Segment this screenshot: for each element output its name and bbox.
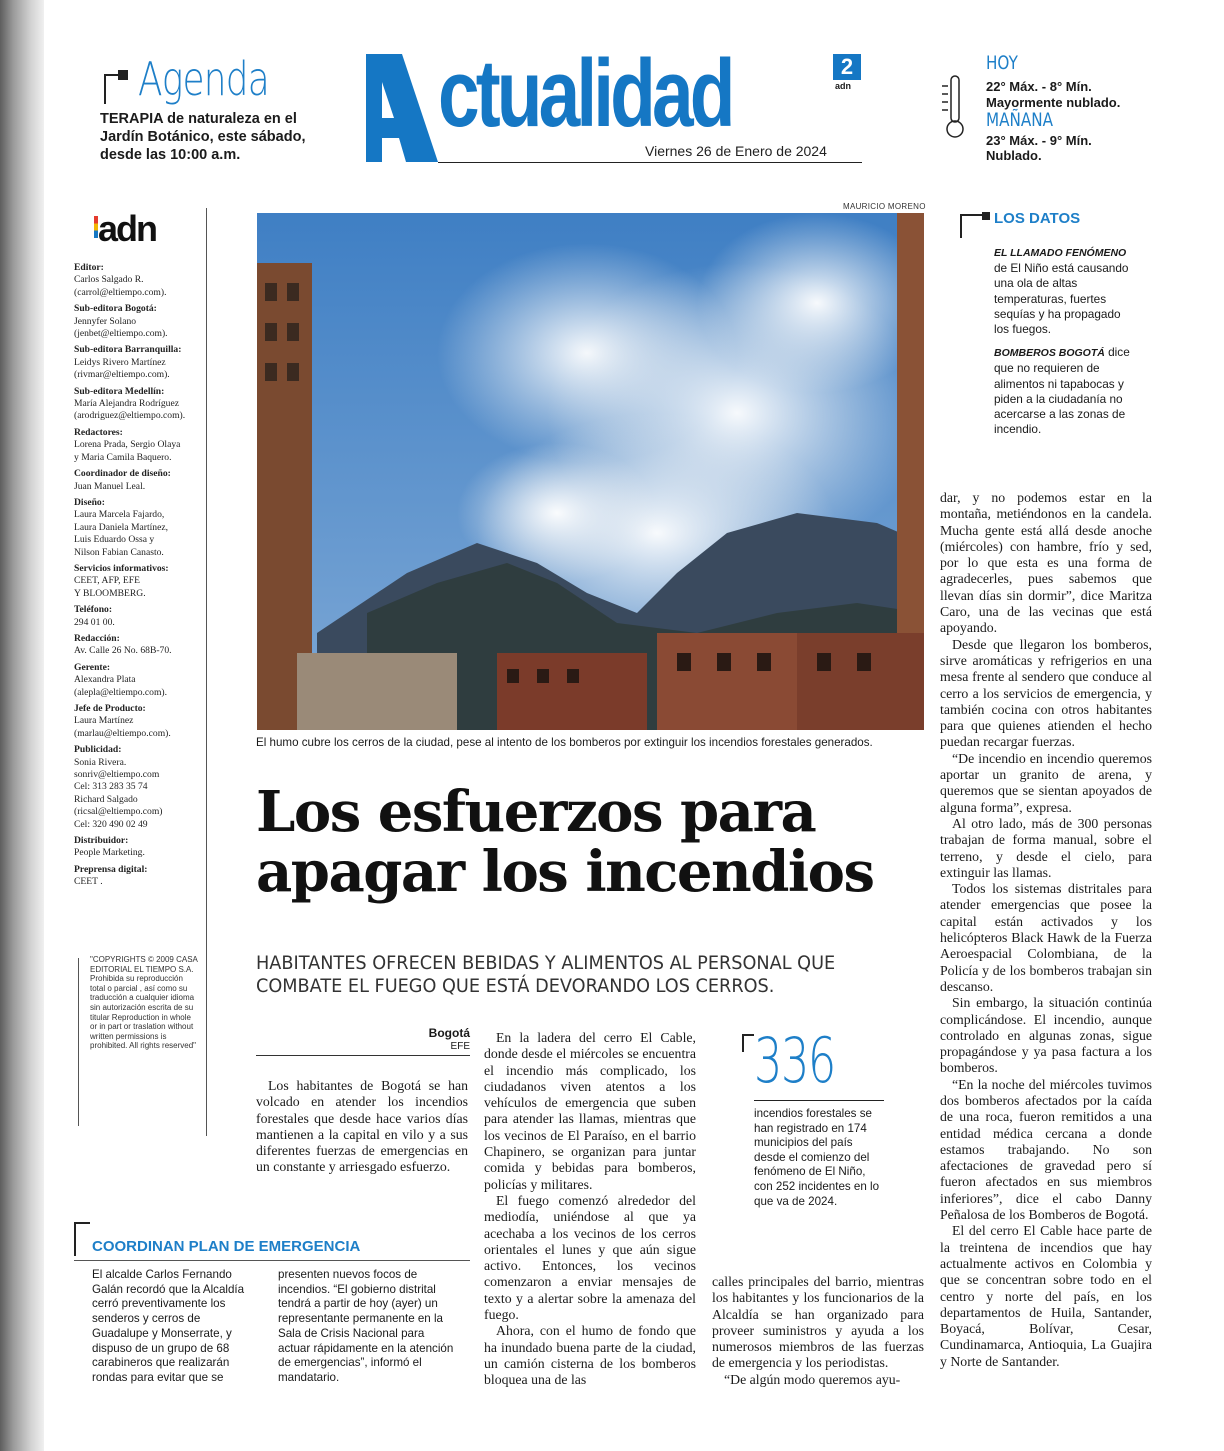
credit-label: Preprensa digital: xyxy=(74,863,148,875)
article-column-3 xyxy=(712,1274,924,1388)
credit-group xyxy=(74,427,206,464)
credit-line: Av. Calle 26 No. 68B-70. xyxy=(74,645,172,657)
credit-group xyxy=(74,864,206,889)
adn-logo: adn xyxy=(98,208,157,249)
credit-line: (ricsal@eltiempo.com) xyxy=(74,806,163,818)
credit-line: Cel: 313 283 35 74 xyxy=(74,781,148,793)
credit-line: Lorena Prada, Sergio Olaya xyxy=(74,439,181,451)
credit-line: (jenbet@eltiempo.com). xyxy=(74,328,168,340)
credit-line: CEET . xyxy=(74,876,103,888)
credit-line: Leidys Rivero Martínez xyxy=(74,356,166,368)
plan-column-2: presenten nuevos focos de incendios. “El gobierno distrital tendrá a partir de hoy (ayer) un representante permanente en la Sala de Crisis Nacional para actuar rápidamente en la atención de emergencias”, informó el mandatario. xyxy=(278,1268,454,1384)
credit-group xyxy=(74,344,206,381)
credit-line: Laura Daniela Martínez, xyxy=(74,521,169,533)
credit-line: Luis Eduardo Ossa y xyxy=(74,534,155,546)
staff-credits xyxy=(74,262,206,893)
credit-group xyxy=(74,386,206,423)
issue-date: Viernes 26 de Enero de 2024 xyxy=(645,143,827,159)
plan-bracket xyxy=(74,1222,90,1256)
byline-city: Bogotá xyxy=(428,1026,470,1040)
credit-line: Y BLOOMBERG. xyxy=(74,587,146,599)
credit-label: Gerente: xyxy=(74,661,111,673)
page-number-brand: adn xyxy=(835,81,852,91)
copyright-notice: "COPYRIGHTS © 2009 CASA EDITORIAL EL TIEMPO S.A. Prohibida su reproducción total o parcial , así como su traducción a cualquier idioma sin autorización escrita de su titular Reproduction in whole or in part or traslation without written permissions is prohibited. All rights reserved" xyxy=(90,955,198,1051)
article-column-2 xyxy=(484,1030,696,1389)
credit-line: Richard Salgado xyxy=(74,793,138,805)
article-paragraph: “En la noche del miércoles tuvimos dos bomberos afectados por la caída de una roca, fueron remitidos a una entidad médica cercana a donde estamos trabajando. No son afectaciones de gravedad pero sí fueron afectados en sus miembros inferiores”, dice el cabo Danny Peñalosa de los Bomberos de Bogotá. xyxy=(940,1076,1152,1223)
credit-label: Editor: xyxy=(74,262,104,273)
credit-group xyxy=(74,662,206,699)
credit-line: Laura Martínez xyxy=(74,715,134,727)
credit-line: Carlos Salgado R. xyxy=(74,274,144,286)
datos-title: LOS DATOS xyxy=(994,210,1081,227)
plan-title: COORDINAN PLAN DE EMERGENCIA xyxy=(92,1238,361,1255)
credit-label: Redactores: xyxy=(74,426,123,438)
credit-group xyxy=(74,468,206,493)
article-paragraph: dar, y no podemos estar en la montaña, metiéndonos en la candela. Mucha gente está allá desde anoche (miércoles) con hambre, frío y sed, por lo que esta es una forma de agradecerles, pues sabemos que llevan días sin dormir”, dice Maritza Caro, una de las vecinas que está apoyando. xyxy=(940,490,1152,636)
credit-line: (rivmar@eltiempo.com). xyxy=(74,369,170,381)
credit-line: Juan Manuel Leal. xyxy=(74,480,146,492)
credit-group xyxy=(74,604,206,629)
article-paragraph: Desde que llegaron los bomberos, sirve aromáticas y refrigerios en una mesa frente al sendero que conduce al cerro a los servicios de emergencia, y también cocina con otros habitantes para que quienes atienden el hecho puedan recargar fuerzas. xyxy=(940,636,1152,750)
credit-group xyxy=(74,497,206,559)
masthead-title: ctualidad xyxy=(438,40,732,147)
plan-column-1: El alcalde Carlos Fernando Galán recordó que la Alcaldía cerró preventivamente los senderos y cerros de Guadalupe y Monserrate, y dispuso de un grupo de 68 carabineros que realizarán rondas para evitar que se xyxy=(92,1268,245,1384)
weather-today-label: HOY xyxy=(986,52,1018,74)
credit-label: Servicios informativos: xyxy=(74,562,169,574)
page-number-badge: 2 xyxy=(833,54,861,80)
masthead-a-logo xyxy=(366,54,438,162)
datos-item-1 xyxy=(994,245,1134,337)
agenda-title: Agenda xyxy=(138,52,269,106)
article-paragraph: En la ladera del cerro El Cable, donde desde el miércoles se encuentra el incendio más complicado, los ciudadanos viven atentos a los vehículos de emergencia que suben para atender las llamas, mientras que los vecinos de El Paraíso, en el barrio Chapinero, se organizan para juntar comida y bebidas para bomberos, policías y militares. xyxy=(484,1030,696,1192)
datos-item-2-text: dice que no requieren de alimentos ni tapabocas y piden a la ciudadanía no acercarse a las zonas de incendio. xyxy=(994,345,1130,437)
article-paragraph: Sin embargo, la situación continúa complicándose. El incendio, aunque controlado en algunas zonas, sigue propagándose y ya pasa factura a los bomberos. xyxy=(940,995,1152,1076)
copyright-rule xyxy=(78,958,79,1126)
credit-line: (marlau@eltiempo.com). xyxy=(74,727,171,739)
credit-label: Sub-editora Bogotá: xyxy=(74,303,157,315)
thermometer-icon xyxy=(940,74,966,140)
weather-tomorrow-desc: Nublado. xyxy=(986,148,1042,163)
credit-line: 294 01 00. xyxy=(74,616,115,628)
credit-label: Publicidad: xyxy=(74,744,122,756)
plan-rule xyxy=(74,1260,470,1261)
credit-group xyxy=(74,703,206,740)
byline-rule xyxy=(256,1055,470,1056)
credit-label: Redacción: xyxy=(74,632,120,644)
credit-line: (alepla@eltiempo.com). xyxy=(74,686,168,698)
article-paragraph: Los habitantes de Bogotá se han volcado en atender los incendios forestales que desde hace varios días mantienen a la capital en vilo y a sus diferentes fuerzas de emergencias en un constante y arriesgado esfuerzo. xyxy=(256,1078,468,1175)
weather-tomorrow-label: MAÑANA xyxy=(986,109,1054,131)
article-paragraph: Al otro lado, más de 300 personas trabajan de forma manual, sobre el terreno, y desde el cielo, para extinguir las llamas. xyxy=(940,815,1152,880)
credit-line: People Marketing. xyxy=(74,847,145,859)
datos-item-1-lead: EL LLAMADO FENÓMENO xyxy=(994,247,1127,259)
photo-caption: El humo cubre los cerros de la ciudad, pese al intento de los bomberos por extinguir los incendios forestales generados. xyxy=(256,736,873,749)
credit-group xyxy=(74,303,206,340)
datos-item-1-text: de El Niño está causando una ola de altas temperaturas, fuertes sequías y ha propagado los fuegos. xyxy=(994,261,1129,337)
page-spine-shadow xyxy=(0,0,44,1451)
article-paragraph: Todos los sistemas distritales para atender emergencias que posee la capital están activados y los helicópteros Black Hawk de la Fuerza Aeroespacial Colombiana, de la Policía y de los bomberos trabajan sin descanso. xyxy=(940,881,1152,994)
datos-item-2-lead: BOMBEROS BOGOTÁ xyxy=(994,347,1105,360)
credit-label: Teléfono: xyxy=(74,604,113,616)
credit-line: Sonia Rivera. xyxy=(74,756,127,768)
stat-bracket xyxy=(742,1034,754,1052)
credit-line: CEET, AFP, EFE xyxy=(74,575,140,587)
article-paragraph: El fuego comenzó alrededor del mediodía, uniéndose al que ya acechaba a los vecinos de los cerros orientales el lunes y que aún sigue activo. Entonces, los vecinos comenzaron a enviar mensajes de texto y a alertar sobre la amenaza del fuego. xyxy=(484,1192,696,1323)
masthead-rule xyxy=(438,162,862,163)
article-column-1 xyxy=(256,1078,468,1176)
credit-line: sonriv@eltiempo.com xyxy=(74,769,160,781)
credit-label: Sub-editora Barranquilla: xyxy=(74,344,182,356)
credit-group xyxy=(74,835,206,860)
credit-line: (carrol@eltiempo.com). xyxy=(74,286,167,298)
credit-line: María Alejandra Rodríguez xyxy=(74,398,179,410)
article-paragraph: calles principales del barrio, mientras los habitantes y los funcionarios de la Alcaldía se han organizado para proveer suministros y ayuda a los numerosos miembros de las fuerzas de emergencia y los periodistas. xyxy=(712,1274,924,1371)
credit-line: y Maria Camila Baquero. xyxy=(74,451,172,463)
stat-text: incendios forestales se han registrado en 174 municipios del país desde el comienzo del fenómeno de El Niño, con 252 incidentes en lo que va de 2024. xyxy=(754,1107,880,1208)
credit-label: Diseño: xyxy=(74,496,105,508)
credit-line: Laura Marcela Fajardo, xyxy=(74,509,165,521)
credit-line: Cel: 320 490 02 49 xyxy=(74,818,148,830)
fire-photo xyxy=(257,213,924,730)
datos-item-2 xyxy=(994,345,1134,437)
credit-line: Alexandra Plata xyxy=(74,674,136,686)
credit-group xyxy=(74,744,206,831)
credit-label: Distribuidor: xyxy=(74,835,129,847)
byline-source: EFE xyxy=(450,1041,470,1052)
credit-group xyxy=(74,262,206,299)
credit-label: Sub-editora Medellín: xyxy=(74,385,165,397)
credit-group xyxy=(74,563,206,600)
stat-number: 336 xyxy=(754,1024,835,1097)
article-deck: HABITANTES OFRECEN BEBIDAS Y ALIMENTOS AL PERSONAL QUE COMBATE EL FUEGO QUE ESTÁ DEVORANDO LOS CERROS. xyxy=(256,952,836,997)
datos-body xyxy=(994,245,1134,445)
datos-bullet xyxy=(982,212,990,220)
agenda-text: TERAPIA de naturaleza en el Jardín Botánico, este sábado, desde las 10:00 a.m. xyxy=(100,111,306,163)
credit-label: Coordinador de diseño: xyxy=(74,468,171,480)
weather-today-temp: 22° Máx. - 8° Mín. xyxy=(986,79,1092,94)
article-paragraph: “De incendio en incendio queremos aportar un granito de arena, y queremos que se sientan apoyados de alguna forma”, expresa. xyxy=(940,750,1152,815)
credit-label: Jefe de Producto: xyxy=(74,703,146,714)
credit-line: Nilson Fabian Canasto. xyxy=(74,546,164,558)
article-paragraph: El del cerro El Cable hace parte de la treintena de incendios que hay actualmente activos en Colombia y que se concentran sobre todo en el centro y norte del país, en los departamentos de Huila, Santander, Boyacá, Bolívar, Cesar, Cundinamarca, Antioquia, La Guajira y Norte de Santander. xyxy=(940,1223,1152,1369)
article-paragraph: “De algún modo queremos ayu- xyxy=(724,1371,901,1387)
article-paragraph: Ahora, con el humo de fondo que ha inundado buena parte de la ciudad, un camión cisterna de los bomberos bloquea una de las xyxy=(484,1323,696,1388)
credit-line: Jennyfer Solano xyxy=(74,315,137,327)
weather-tomorrow-temp: 23° Máx. - 9° Mín. xyxy=(986,133,1092,148)
photo-credit: MAURICIO MORENO xyxy=(843,202,926,211)
sidebar-divider xyxy=(206,208,207,1136)
article-column-4 xyxy=(940,490,1152,1370)
stat-rule xyxy=(754,1100,884,1101)
credit-group xyxy=(74,633,206,658)
credit-line: (arodriguez@eltiempo.com). xyxy=(74,410,186,422)
agenda-bullet xyxy=(118,70,128,80)
article-headline: Los esfuerzos para apagar los incendios xyxy=(256,779,874,905)
weather-today-desc: Mayormente nublado. xyxy=(986,95,1121,110)
